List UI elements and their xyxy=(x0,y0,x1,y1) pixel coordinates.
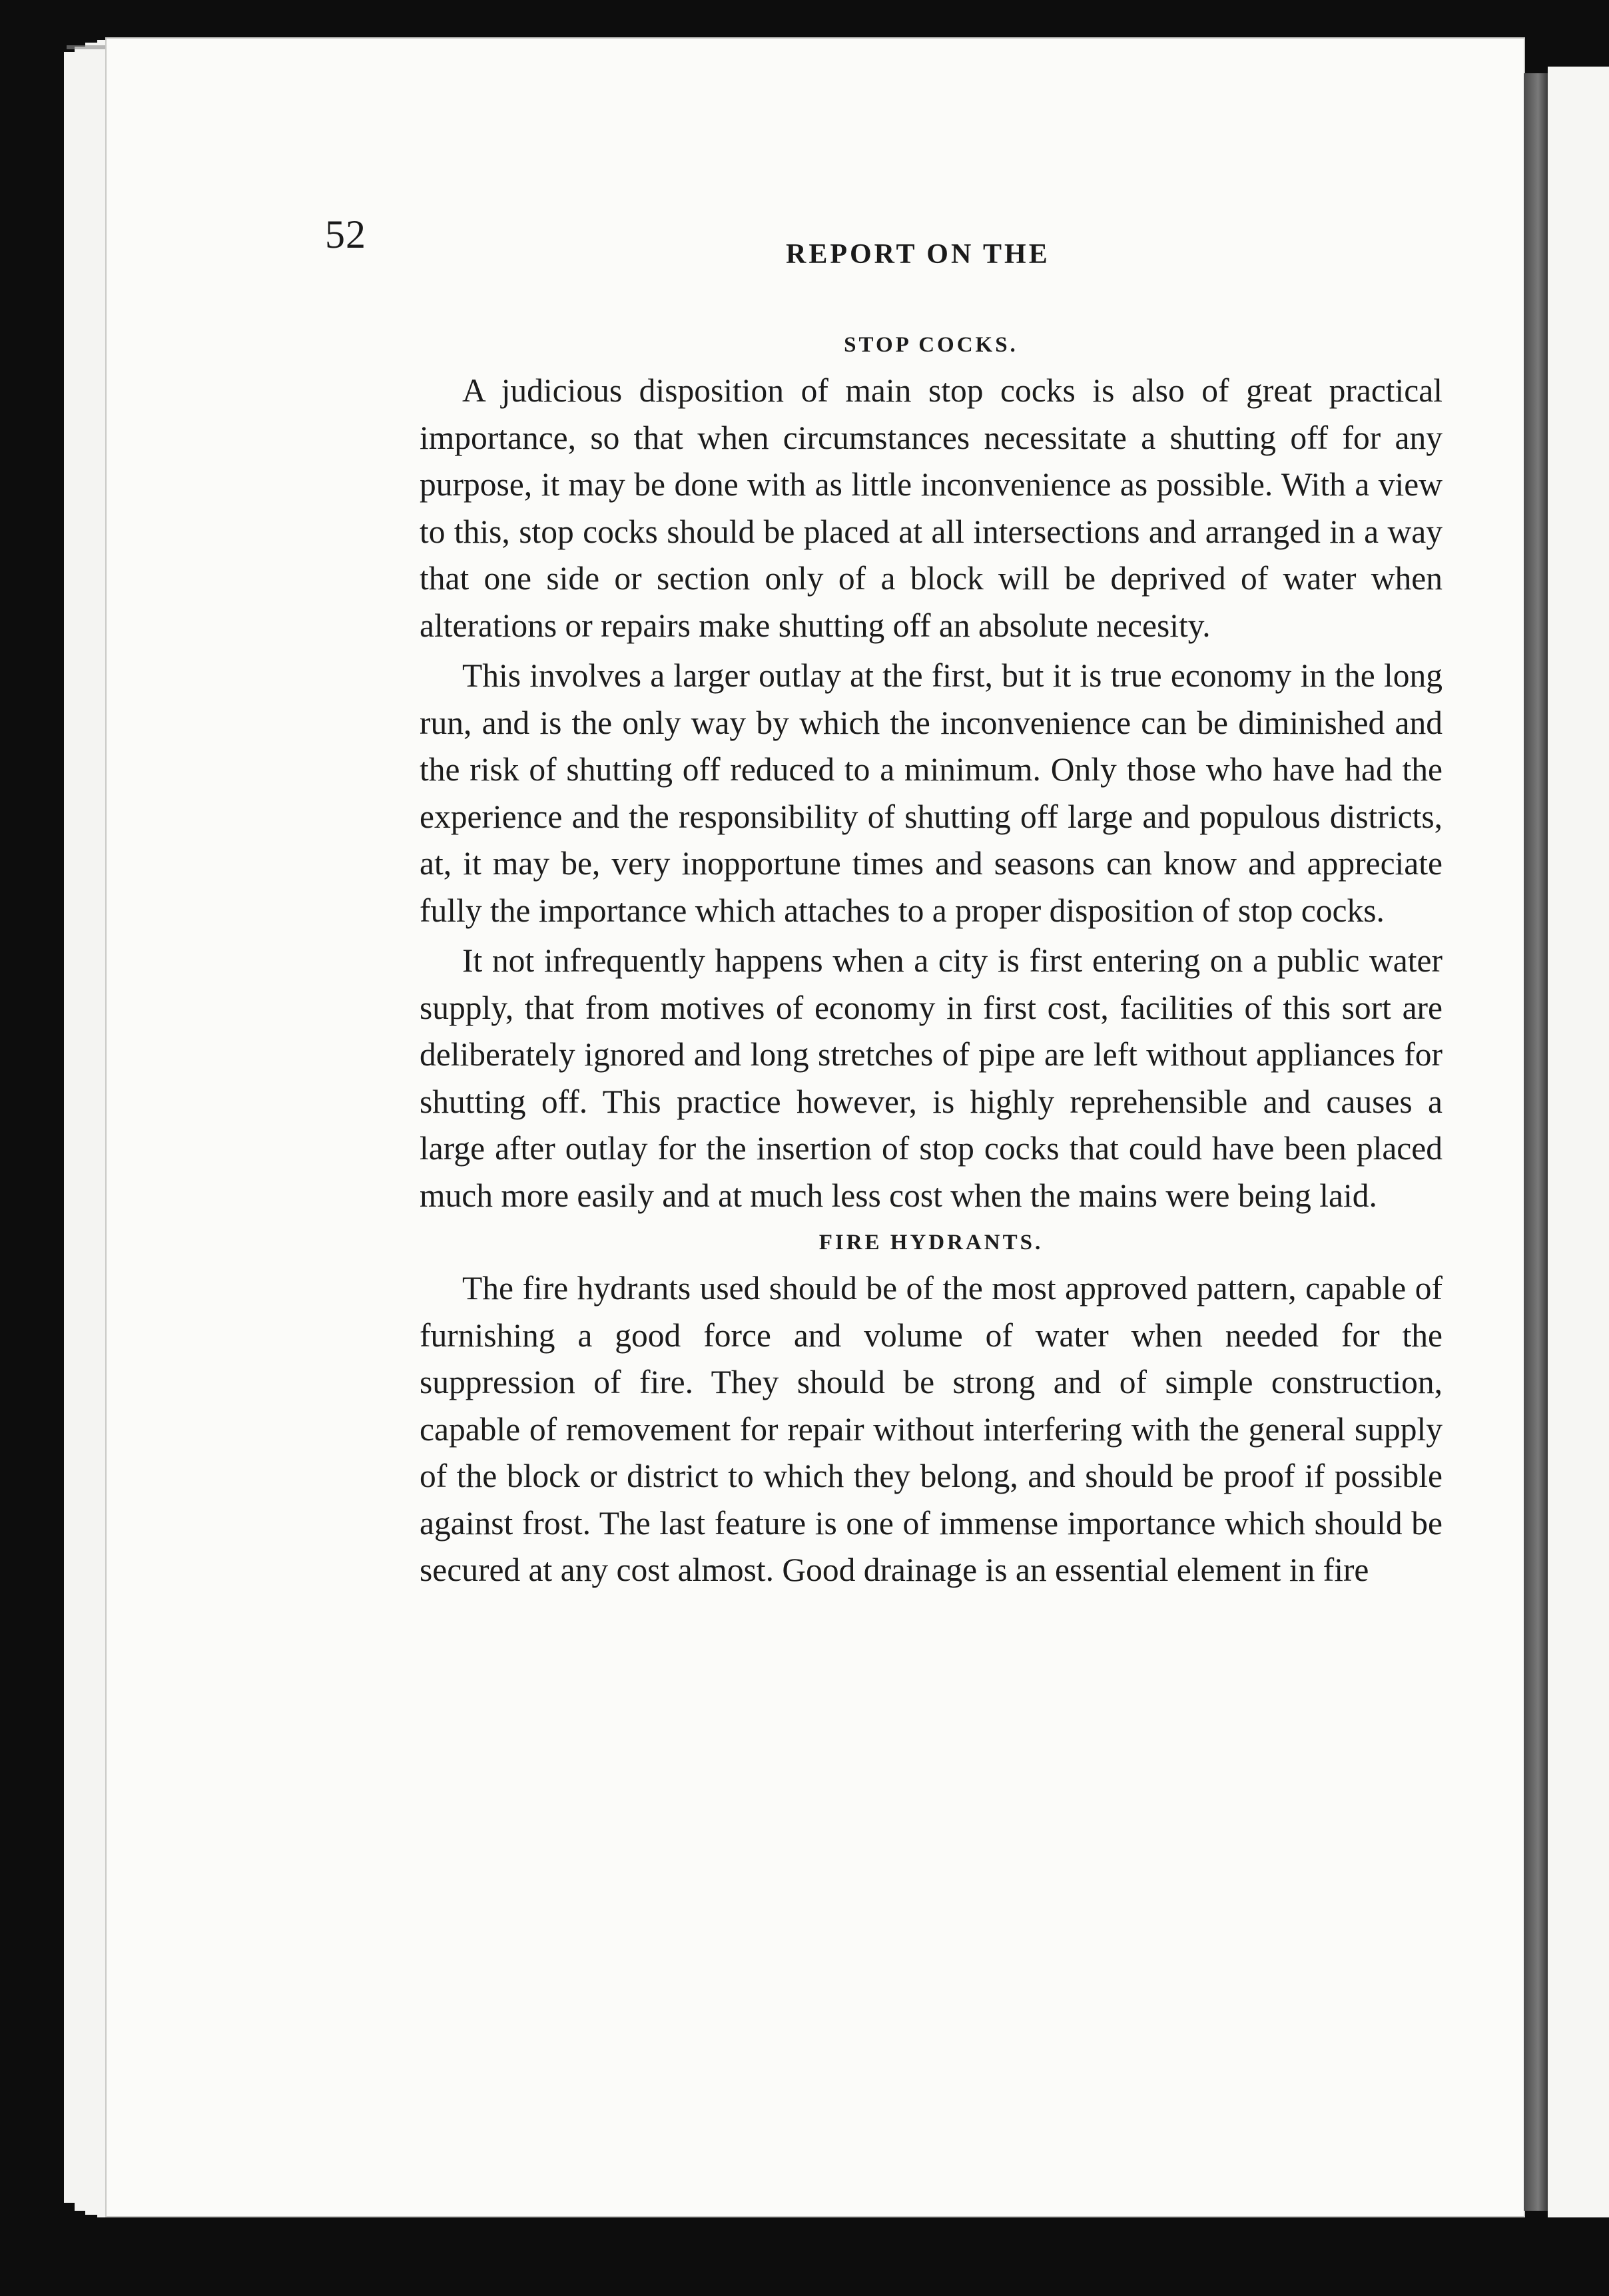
paragraph: The fire hydrants used should be of the most approved pattern, capable of furnishing a good force and volume of water when needed for the suppression of fire. They should be strong and of simple construction, capable of removement for repair without interfering with the general supply of the block or district to which they belong, and should be proof if possible against frost. The last feature is one of immense importance which should be secured at any cost almost. Good drainage is an essential element in fire xyxy=(420,1270,1443,1588)
section-heading-fire-hydrants: FIRE HYDRANTS. xyxy=(818,1231,1044,1255)
section-heading-stop-cocks: STOP COCKS. xyxy=(844,333,1018,357)
facing-page-edge xyxy=(1548,67,1609,2217)
book-gutter xyxy=(1524,73,1548,2211)
running-head: REPORT ON THE xyxy=(786,239,1050,270)
paragraph: A judicious disposition of main stop cocks is also of great practical importance, so that when circumstances necessitate a shutting off for any purpose, it may be done with as little inconvenience as possible. With a view to this, stop cocks should be placed at all intersections and arranged in a way that one side or section only of a block will be deprived of water when alterations or repairs make shutting off an absolute necesity. xyxy=(420,372,1443,644)
page-body xyxy=(420,325,1443,1597)
paragraph: This involves a larger outlay at the first, but it is true economy in the long run, and is the only way by which the inconvenience can be diminished and the risk of shutting off reduced to a minimum. Only those who have had the experience and the responsibility of shutting off large and populous districts, at, it may be, very inopportune times and seasons can know and appreciate fully the importance which attaches to a proper disposition of stop cocks. xyxy=(420,657,1443,929)
paragraph: It not infrequently happens when a city is first entering on a public water supply, that from motives of economy in first cost, facilities of this sort are deliberately ignored and long stretches of pipe are left without appliances for shutting off. This practice however, is highly reprehensible and causes a large after outlay for the insertion of stop cocks that could have been placed much more easily and at much less cost when the mains were being laid. xyxy=(420,942,1443,1214)
page-number: 52 xyxy=(325,212,366,256)
